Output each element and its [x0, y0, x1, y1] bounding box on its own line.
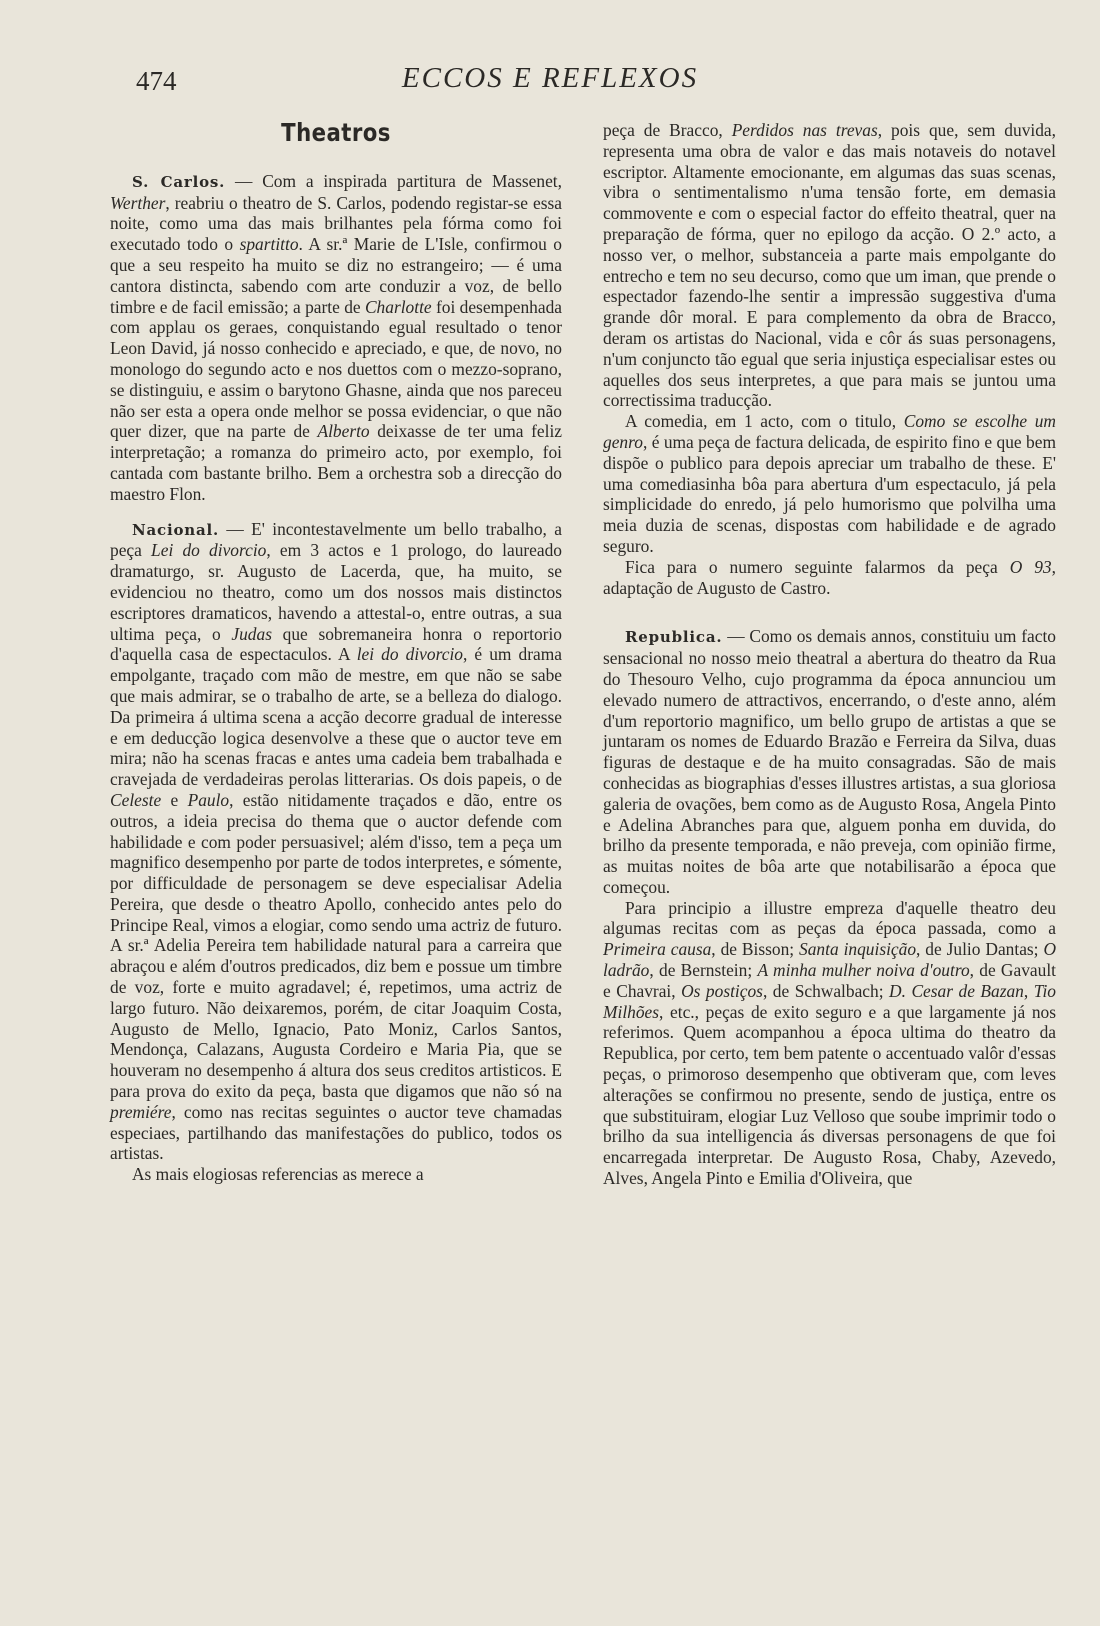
text-run: , estão nitidamente traçados e dão, entre os outros, a ideia precisa do thema que o auctor defende com habilidade e com poder persuasivel; além d'isso, tem a peça um magnifico desempenho por parte de todos interpretes, e sómente, por difficuldade de personagem se deve especialisar Adelia Pereira, que desde o theatro Apollo, conhecido antes pelo do Principe Real, vimos a elogiar, como sendo uma actriz de futuro. A sr.ª Adelia Pereira tem habilidade natural para a carreira que abraçou e além d'outros predicados, diz bem e possue um timbre de voz, forte e muito agradavel; é, repetimos, uma actriz de largo futuro. Não deixaremos, porém, de citar Joaquim Costa, Augusto de Mello, Ignacio, Pato Moniz, Carlos Santos, Mendonça, Calazans, Augusta Cordeiro e Maria Pia, que se houveram no desempenho á altura dos seus creditos artisticos. E para prova do exito da peça, basta que digamos que não só na	[110, 789, 563, 1102]
paragraph-nacional	[110, 519, 562, 1165]
italic-title: Celeste	[110, 789, 162, 810]
italic-title: Alberto	[317, 421, 370, 442]
lead-nacional: Nacional.	[132, 520, 220, 539]
text-run: , é uma peça de factura delicada, de espirito fino e que bem dispõe o publico para depois apreciar um trabalho de these. E' uma comediasinha bôa para abertura d'um espectaculo, já pela simplicidade do enredo, já pelo humorismo que polvilha uma meia duzia de scenas, dispostas com habilidade e de agrado seguro.	[603, 431, 1056, 556]
section-title: Theatros	[281, 118, 391, 147]
italic-title: Como se escolhe um genro	[603, 411, 1056, 452]
spacer	[110, 505, 562, 519]
italic-title: A minha mulher noiva d'outro	[757, 960, 970, 981]
text-run: e	[161, 789, 188, 810]
italic-title: Primeira causa	[603, 939, 712, 960]
text-run: . A sr.ª Marie de L'Isle, confirmou o que a seu respeito ha muito se diz no estrangeiro; — é uma cantora distincta, sabendo com arte conduzir a voz, de bello timbre e de facil emissão; a parte de	[110, 234, 562, 317]
text-run: , reabriu o theatro de S. Carlos, podendo registar-se essa noite, como uma das mais brilhantes pela fórma como foi executado todo o	[110, 192, 562, 255]
paragraph-nacional-2-start: As mais elogiosas referencias as merece a	[132, 1164, 424, 1185]
text-run: , de Julio Dantas;	[916, 939, 1044, 960]
paragraph-s-carlos	[110, 171, 562, 505]
text-run: A comedia, em 1 acto, com o titulo,	[625, 411, 904, 432]
text-run: , de Gavault e Chavrai,	[603, 960, 1056, 1001]
text-run: foi desempenhada com applau os geraes, conquistando egual resultado o tenor Leon David, já nosso conhecido e apreciado, e que, de novo, no monologo do segundo acto e nos duettos com o mezzo-soprano, se distinguiu, e assim o barytono Ghasne, ainda que nos pareceu não ser esta a opera onde melhor se possa evidenciar, o que não quer dizer, que na parte de	[110, 296, 563, 442]
italic-title: Perdidos nas trevas	[731, 120, 878, 140]
italic-title: Tio Milhões	[603, 980, 1056, 1022]
text-run: — Com a inspirada partitura de Massenet,	[225, 170, 562, 191]
text-run: , pois que, sem duvida, representa uma obra de valor e das mais notaveis do notavel escriptor. Altamente emocionante, em algumas das suas scenas, vibra o sentimentalismo n'uma tensão forte, em demasia commovente e com o especial factor do effeito theatral, quer na preparação de fórma, quer no epilogo da acção. O 2.º acto, a nosso ver, o melhor, substanceia a parte mais empolgante do entrecho e tem no seu decurso, como que um iman, que prende o espectador fazendo-lhe sentir a impressão suggestiva d'uma grande dôr moral. E para complemento da obra de Bracco, deram os artistas do Nacional, vida e côr ás suas personagens, n'um conjuncto tão egual que seria injustiça especialisar estes ou aquelles dos seus interpretes, a que para mais se juntou uma correctissima traducção.	[603, 120, 1056, 411]
italic-title: premiére	[110, 1101, 172, 1122]
text-run: que sobremaneira honra o reportorio d'aquella casa de espectaculos. A	[110, 623, 562, 665]
text-run: Para principio a illustre empreza d'aquelle theatro deu algumas recitas com as peças da época passada, como a	[603, 897, 1056, 939]
text-run: deixasse de ter uma feliz interpretação; a romanza do primeiro acto, por exemplo, foi cantada com bastante brilho. Bem a orchestra sob a direcção do maestro Flon.	[110, 421, 562, 504]
italic-title: Santa inquisição	[799, 939, 917, 960]
paragraph-o93	[603, 557, 1056, 599]
paragraph-republica-2	[603, 898, 1056, 1189]
paragraph-comedia	[603, 411, 1056, 557]
lead-s-carlos: S. Carlos.	[132, 172, 226, 191]
text-run: , é um drama empolgante, traçado com mão de mestre, em que não se sabe que mais admirar, se o trabalho de arte, se a belleza do dialogo. Da primeira á ultima scena a acção decorre gradual de interesse e em deducção logica desenvolve a these que o auctor teve em mira; não ha scenas fracas e antes uma cadeia bem trabalhada e cravejada de verdadeiras perolas litterarias. Os dois papeis, o de	[110, 644, 562, 790]
page-number: 474	[136, 66, 177, 96]
italic-title: Paulo	[187, 789, 230, 810]
paragraph-nacional-2-cont	[603, 120, 1056, 411]
lead-republica: Republica.	[625, 628, 723, 647]
text-run: , em 3 actos e 1 prologo, do laureado dramaturgo, sr. Augusto de Lacerda, que, ha muito, se evidenciou no theatro, como um dos nossos mais distinctos escriptores dramaticos, havendo a attestal-o, entre outras, a sua ultima peça, o	[110, 540, 563, 644]
text-run: , de Schwalbach;	[762, 980, 890, 1001]
text-run: peça de Bracco,	[603, 120, 732, 140]
text-run: — Como os demais annos, constituiu um facto sensacional no nosso meio theatral a abertura do theatro da Rua do Thesouro Velho, cujo programma da época annunciou um elevado numero de attractivos, encerrando, o d'este anno, além d'um reportorio magnifico, um bello grupo de artistas a que se juntaram os nomes de Eduardo Brazão e Ferreira da Silva, duas figuras de destaque e de ha muito consagradas. São de mais conhecidas as biographias d'esses illustres artistas, a sua gloriosa galeria de ovações, bem como as de Augusto Rosa, Angela Pinto e Adelina Abranches para que, alguem ponha em duvida, do brilho da presente temporada, e não preveja, com opinião firme, as muitas noites de bôa arte que notabilisarão a época que começou.	[603, 626, 1056, 897]
text-run: , de Bisson;	[711, 939, 800, 960]
italic-title: Charlotte	[364, 296, 432, 317]
page-header	[0, 60, 1100, 100]
left-column	[110, 120, 562, 1185]
text-run: Fica para o numero seguinte falarmos da peça	[625, 556, 1010, 577]
italic-title: O 93	[1009, 556, 1052, 577]
italic-title: Lei do divorcio	[151, 540, 267, 561]
italic-title: spartitto	[239, 234, 299, 255]
right-column	[603, 120, 1056, 1189]
italic-title: D. Cesar de Bazan	[889, 980, 1024, 1001]
text-run: , como nas recitas seguintes o auctor teve chamadas especiaes, partilhando das manifestações do publico, todos os artistas.	[110, 1101, 562, 1164]
running-title: ECCOS E REFLEXOS	[401, 62, 699, 94]
text-run: , adaptação de Augusto de Castro.	[603, 556, 1056, 598]
italic-title: O ladrão	[603, 939, 1056, 981]
paragraph-republica	[603, 626, 1056, 897]
text-run: ,	[1023, 980, 1034, 1001]
text-run: , de Bernstein;	[649, 960, 758, 981]
italic-title: Judas	[231, 623, 272, 644]
spacer	[603, 598, 1056, 626]
italic-title: lei do divorcio	[356, 644, 463, 665]
text-run: — E' incontestavelmente um bello trabalho, a peça	[110, 518, 562, 561]
italic-title: Werther	[110, 192, 166, 213]
text-run: , etc., peças de exito seguro e a que largamente já nos referimos. Quem acompanhou a época ultima do theatro da Republica, por certo, tem bem patente o accentuado valôr d'essas peças, o primoroso desempenho que obtiveram que, com leves alterações se confirmou no presente, sendo de justiça, entre os que substituiram, elogiar Luz Velloso que soube imprimir todo o brilho da sua intelligencia ás diversas personagens de que foi encarregada interpretar. De Augusto Rosa, Chaby, Azevedo, Alves, Angela Pinto e Emilia d'Oliveira, que	[603, 1001, 1056, 1189]
italic-title: Os postiços	[681, 980, 763, 1001]
